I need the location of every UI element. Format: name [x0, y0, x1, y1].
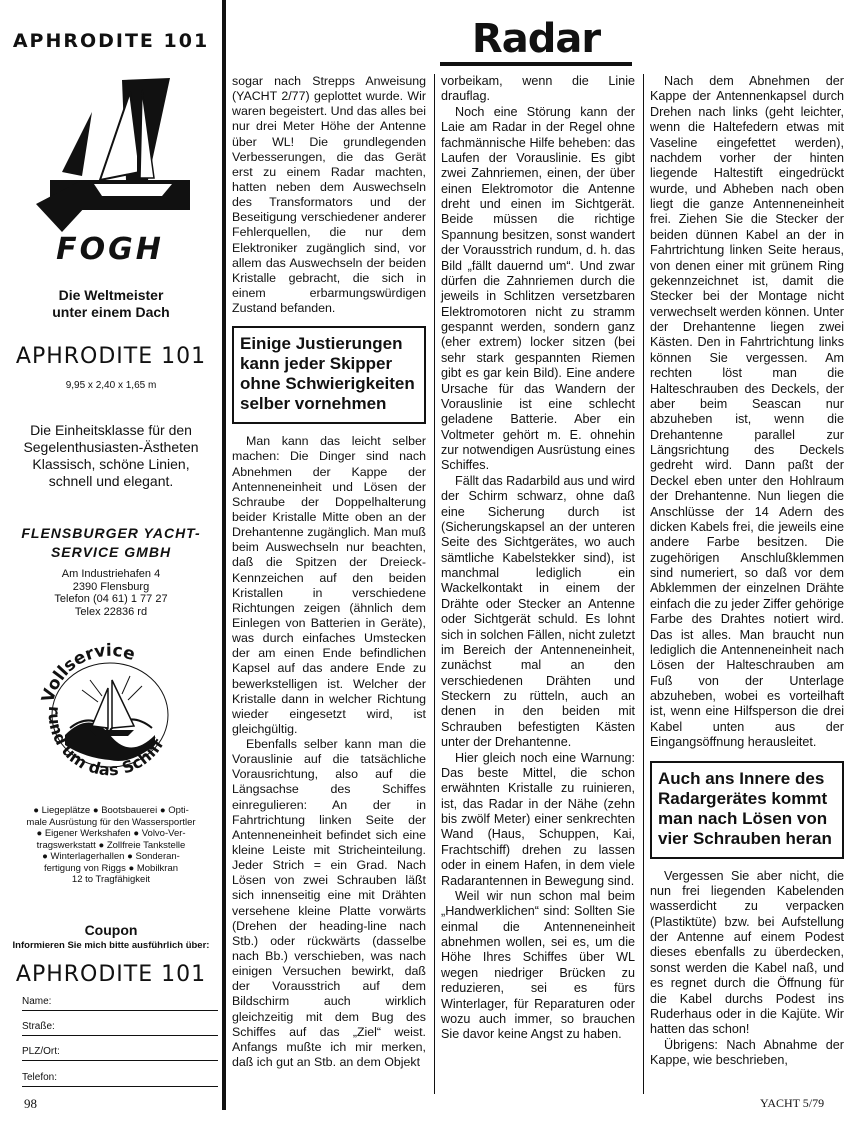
fogh-logo: FOGH — [56, 232, 164, 267]
description — [0, 422, 222, 490]
tagline — [0, 287, 222, 321]
paragraph: Noch eine Störung kann der Laie am Radar in der Regel ohne fachmännische Hilfe beheben: das Laufen der Vorauslinie. Es gibt zwei Zahnriemen, einen, der über einen Elektromotor die Antenne dreht und einen im Sichtgerät. Beide müssen die richtige Spannung besitzen, sonst wandert der Vorausstrich rundum, d. h. das Bild „fällt dauernd um“. Und zwar dürfen die Zahnriemen durch die jeweils in Schlitzen versetzbaren Elektromotoren nicht zu stramm gespannt werden, sondern ganz (eher extrem) locker sitzen (bei sehr stark gespannten Riemen gibt es gar kein Bild). Eine andere Ursache für das Wandern der Vorauslinie ist eine schlecht geladene Batterie. Aber ein Voltmeter gehört m. E. ohnehin zur notwendigen Ausrüstung eines Schiffes. — [441, 104, 635, 473]
brand-mid: APHRODITE 101 — [15, 344, 207, 369]
paragraph: Man kann das leicht selber machen: Die Dinger sind nach Abnehmen der Kappe der Antenneneinheit und Lösen der Schraube der Doppelhalterung beider Kristalle Mitte oben an der Drehantenne zugänglich. Man muß beim Auswechseln nur beachten, daß die Spitzen der Dreieck-Kennzeichen auf den beiden Kristallen in verschiedene Richtungen zeigen (ähnlich dem Einlegen von Batterien in Geräte), was durch einfaches Umstecken der am einen Ende befindlichen Kapsel auf das andere Ende zu bewerkstelligen ist. Welcher der Kristalle dann in welcher Richtung wieder eingesetzt wird, ist gleichgültig. — [232, 434, 426, 736]
paragraph: vorbeikam, wenn die Linie drauflag. — [441, 74, 635, 104]
issue-label: YACHT 5/79 — [760, 1096, 825, 1110]
form-label: Telefon: — [22, 1072, 58, 1083]
brand-bottom: APHRODITE 101 — [15, 962, 207, 987]
company-name — [0, 524, 222, 562]
paragraph: Fällt das Radarbild aus und wird der Schirm schwarz, ohne daß eine Sicherung durch ist (Sicherungskapsel an der unteren Seite des Sichtgerätes, wo auch sämtliche Kabelstekker sind), ist manchmal lediglich ein Wackelkontakt in einem der Drähte oder Stecker an Antenne oder Sichtgerät schuld. Es lohnt sich in solchen Fällen, nicht zuletzt im Bereich der Antenneneinheit, zunächst mal an den verschiedenen Drähten und Steckern zu rütteln, auch an denen in den beiden mit Schrauben befestigten Kästen unter der Drehantenne. — [441, 473, 635, 750]
column-rule — [643, 74, 644, 1094]
paragraph: Weil wir nun schon mal beim „Handwerklichen“ sind: Sollten Sie einmal die Antenneneinheit abnehmen wollen, sei es, um die Höhe Ihres Schiffes über WL wegen niedriger Brücken zu reduzieren, sei es fürs Winterlager, für Reparaturen oder wozu auch immer, so brauchen Sie davor keine Angst zu haben. — [441, 888, 635, 1042]
paragraph: Übrigens: Nach Abnahme der Kappe, wie beschrieben, — [650, 1037, 844, 1067]
services-line: ● Eigener Werkshafen ● Volvo-Ver- — [36, 828, 186, 839]
paragraph: sogar nach Strepps Anweisung (YACHT 2/77) geplottet wurde. Wir waren begeistert. Und das alles bei nur drei Meter Höhe der Antenne über WL! Die grundlegenden Verbesserungen, die das Gerät erst zu einem Radar machten, hatten neben dem Auswechseln des Transformators und der Beseitigung verschiedener anderer Fehlerquellen, die nur dem Elektroniker zugänglich sind, vor allem das Auswechseln der beiden Kristalle gebracht, die sich in einem erbarmungswürdigen Zustand befanden. — [232, 74, 426, 316]
services-line: male Ausrüstung für den Wassersportler — [26, 816, 196, 828]
brand-top: APHRODITE 101 — [12, 30, 210, 52]
services-line: 12 to Tragfähigkeit — [71, 874, 151, 885]
advertisement — [0, 0, 222, 1130]
article-column-2 — [441, 74, 635, 1043]
description-line: Die Einheitsklasse für den — [30, 422, 192, 438]
description-line: Segelenthusiasten-Ästheten — [23, 439, 199, 455]
description-line: schnell und elegant. — [48, 473, 174, 489]
form-label: PLZ/Ort: — [22, 1046, 60, 1057]
page-number: 98 — [24, 1096, 37, 1111]
seal-text-bottom: rund um das Schiff — [44, 705, 168, 780]
tagline-line: unter einem Dach — [52, 304, 170, 320]
subheading: Einige Justierungen kann jeder Skipper ohne Schwierigkeiten selber vornehmen — [232, 326, 426, 424]
sailboat-logo — [22, 72, 194, 247]
section-title: Radar — [471, 16, 601, 62]
phone: Telefon (04 61) 1 77 27 — [54, 593, 168, 605]
article-column-3 — [650, 74, 844, 1068]
form-street-field[interactable] — [22, 1021, 218, 1036]
paragraph: Ebenfalls selber kann man die Vorauslinie auf die tatsächliche Vorausrichtung, also auf die Längsachse des Schiffes einregulieren: An der in Fahrtrichtung linken Seite der Antenneneinheit befindet sich eine kleine Leiste mit Stricheinteilung. Jeder Strich = ein Grad. Nach Lösen von zwei Schrauben läßt sich innenseitig eine mit Drähten versehene kleine Platte vorwärts (Drehen der heading-line nach Stb.) oder rückwärts (dasselbe nach Bb.) verschieben, was nach einigen Versuchen bewirkt, daß der Vorausstrich auf dem Bildschirm auch wirklich gleichzeitig mit dem Bug des Schiffes auf das „Ziel“ weist. Anfangs mußte ich mir merken, daß ich gut an Stb. an dem Objekt — [232, 737, 426, 1070]
subheading: Auch ans Innere des Radargerätes kommt man nach Lösen von vier Schrauben heran — [650, 761, 844, 859]
form-label: Name: — [22, 996, 52, 1007]
services-line: fertigung von Riggs ● Mobilkran — [43, 862, 179, 874]
description-line: Klassisch, schöne Linien, — [32, 456, 190, 472]
form-phone-field[interactable] — [22, 1072, 218, 1087]
paragraph: Vergessen Sie aber nicht, die nun frei liegenden Kabelenden wasserdicht zu verpacken (Plastiktüte) bzw. bei Aufstellung der Antenne auf einem Podest dieses ebenfalls zu überdecken, sonst werden die Kabel naß, und es regnet durch die Öffnung für die Kabel durchs Podest ins Ruderhaus oder in die Kajüte. Wir hatten das schon! — [650, 868, 844, 1037]
vollservice-seal — [30, 640, 190, 790]
dimensions: 9,95 x 2,40 x 1,65 m — [65, 380, 157, 391]
ad-divider — [222, 0, 226, 1110]
form-name-field[interactable] — [22, 996, 218, 1011]
article-column-1 — [232, 74, 426, 1070]
services-line: ● Liegeplätze ● Bootsbauerei ● Opti- — [33, 805, 189, 816]
svg-text:Vollservice — [38, 641, 137, 705]
company-line: FLENSBURGER YACHT- — [21, 525, 201, 541]
form-label: Straße: — [22, 1021, 55, 1032]
masthead-rule — [440, 62, 632, 66]
services-list — [0, 805, 222, 886]
column-rule — [434, 74, 435, 1094]
address — [0, 568, 222, 618]
telex: Telex 22836 rd — [74, 605, 148, 618]
paragraph: Hier gleich noch eine Warnung: Das beste Mittel, die schon erwähnten Kristalle zu ruinieren, ist, das Radar in der Nähe (zehn bis zwölf Meter) einer senkrechten Wand (Haus, Schuppen, Kai, Frachtschiff) drehen zu lassen oder in einem Hafen, in dem viele Radarantennen in Bewegung sind. — [441, 750, 635, 888]
form-city-field[interactable] — [22, 1046, 218, 1061]
seal-text-top: Vollservice — [38, 640, 138, 705]
coupon-title: Coupon — [84, 922, 138, 938]
tagline-line: Die Weltmeister — [58, 287, 164, 303]
services-line: tragswerkstatt ● Zollfreie Tankstelle — [36, 839, 186, 851]
address-line: 2390 Flensburg — [72, 580, 150, 593]
coupon-text: Informieren Sie mich bitte ausführlich über: — [12, 940, 210, 951]
address-line: Am Industriehafen 4 — [61, 568, 161, 580]
paragraph: Nach dem Abnehmen der Kappe der Antennenkapsel durch Drehen nach links (geht leichter, wenn die Haltefedern etwas mit Vaseline eingefettet werden), nachdem vorher der hinten liegende Haltestift eingedrückt wurde, und Abheben nach oben liegt die ganze Antenneneinheit frei. Ziehen Sie die Stecker der beiden dünnen Kabel an der in Fahrtrichtung linken Seite heraus, von denen einer mit grünem Ring gekennzeichnet ist, damit die Stecker bei der Montage nicht verwechselt werden können. Unter der Drehantenne liegen zwei Kästen. Den in Fahrtrichtung links können Sie vergessen. Am rechten löst man die Halteschrauben des Deckels, der aber beim Seascan nur abzuheben ist, wenn die Drehantenne parallel zur Längsrichtung des Deckels gedreht wird. Dann paßt der Deckel eben unter den Hohlraum der Drehantenne. Nun liegen die Anschlüsse der 14 Adern des dicken Kabels frei, die jeweils eine andere Farbe besitzen. Die zugehörigen Anschlußklemmen sind numeriert, so daß vor dem Abklemmen der einzelnen Drähte einfach die zu jeder Ziffer gehörige Farbe des Drahtes notiert wird. Das ist alles. Man braucht nun lediglich die Antenneneinheit nach Lösen der Halteschrauben am Fuß von der Unterlage abzuheben, wobei es vorteilhaft ist, wenn eine Hilfsperson die drei Kabel unten aus der Eingangsöffnung herausleitet. — [650, 74, 844, 750]
services-line: ● Winterlagerhallen ● Sonderan- — [42, 851, 180, 862]
company-line: SERVICE GMBH — [50, 544, 172, 560]
